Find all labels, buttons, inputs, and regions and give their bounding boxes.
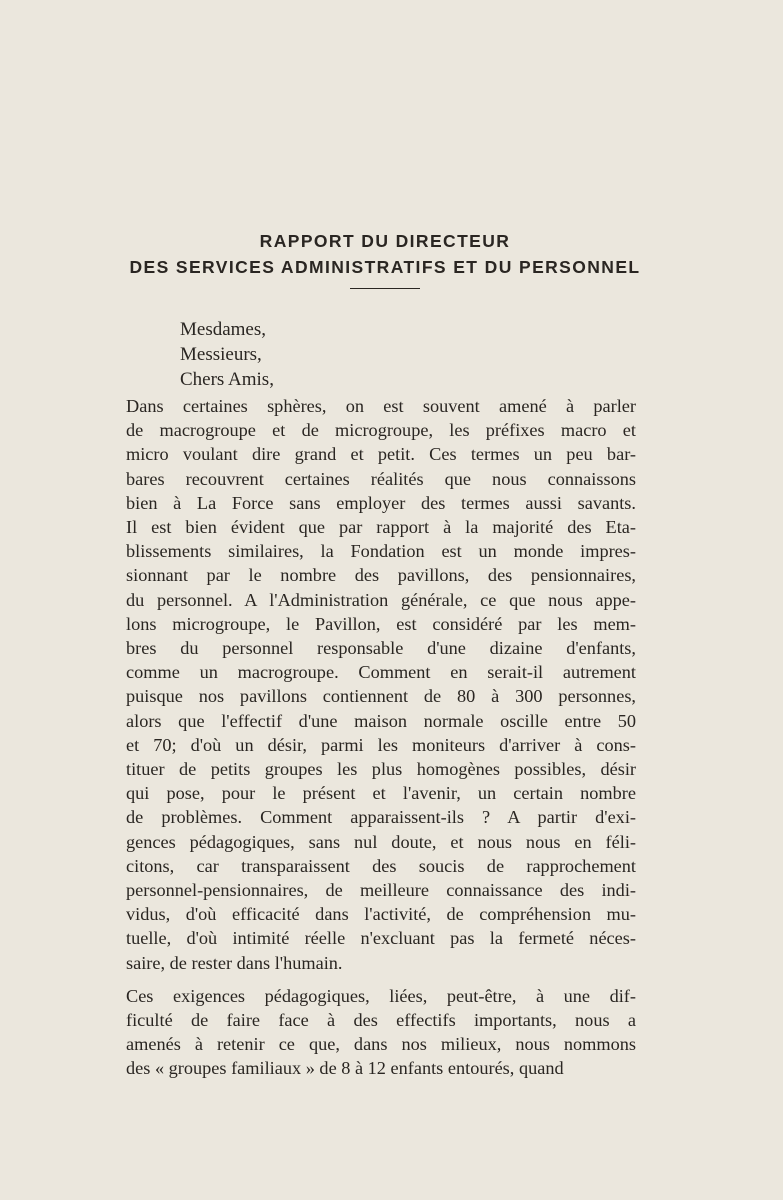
text-line: bien à La Force sans employer des termes aussi savants. bbox=[126, 492, 636, 513]
text-line: tuelle, d'où intimité réelle n'excluant pas la fermeté néces- bbox=[126, 928, 636, 949]
title-line-2: DES SERVICES ADMINISTRATIFS ET DU PERSONNEL bbox=[129, 257, 641, 277]
text-line: amenés à retenir ce que, dans nos milieux, nous nommons bbox=[126, 1034, 636, 1055]
text-line: et 70; d'où un désir, parmi les moniteurs d'arriver à cons- bbox=[126, 734, 636, 755]
salutation-line: Messieurs, bbox=[180, 344, 262, 365]
text-line: sionnant par le nombre des pavillons, des pensionnaires, bbox=[126, 565, 636, 586]
title-divider bbox=[350, 288, 420, 289]
text-line: personnel-pensionnaires, de meilleure connaissance des indi- bbox=[126, 880, 636, 901]
salutation-line: Chers Amis, bbox=[180, 369, 274, 390]
text-line: blissements similaires, la Fondation est un monde impres- bbox=[126, 541, 636, 562]
text-line: citons, car transparaissent des soucis de rapprochement bbox=[126, 855, 636, 876]
text-line: bres du personnel responsable d'une dizaine d'enfants, bbox=[126, 638, 636, 659]
text-line: de problèmes. Comment apparaissent-ils ? A partir d'exi- bbox=[126, 807, 636, 828]
text-line: des « groupes familiaux » de 8 à 12 enfants entourés, quand bbox=[126, 1058, 564, 1079]
text-line: gences pédagogiques, sans nul doute, et nous nous en féli- bbox=[126, 831, 636, 852]
salutation bbox=[180, 317, 274, 392]
text-line: ficulté de faire face à des effectifs importants, nous a bbox=[126, 1010, 636, 1031]
paragraph bbox=[126, 984, 636, 1081]
text-line: micro voulant dire grand et petit. Ces termes un peu bar- bbox=[126, 444, 636, 465]
paragraph bbox=[126, 394, 636, 975]
title-line-1: RAPPORT DU DIRECTEUR bbox=[259, 231, 511, 251]
text-line: tituer de petits groupes les plus homogènes possibles, désir bbox=[126, 759, 636, 780]
text-line: bares recouvrent certaines réalités que nous connaissons bbox=[126, 468, 636, 489]
text-line: saire, de rester dans l'humain. bbox=[126, 952, 343, 973]
body-text bbox=[126, 394, 636, 1081]
text-line: qui pose, pour le présent et l'avenir, un certain nombre bbox=[126, 783, 636, 804]
salutation-line: Mesdames, bbox=[180, 319, 267, 340]
text-line: puisque nos pavillons contiennent de 80 à 300 personnes, bbox=[126, 686, 636, 707]
text-line: lons microgroupe, le Pavillon, est considéré par les mem- bbox=[126, 613, 636, 634]
text-line: vidus, d'où efficacité dans l'activité, de compréhension mu- bbox=[126, 904, 636, 925]
text-line: comme un macrogroupe. Comment en serait-il autrement bbox=[126, 662, 636, 683]
text-line: Dans certaines sphères, on est souvent amené à parler bbox=[126, 396, 636, 416]
report-title bbox=[100, 228, 670, 289]
text-line: de macrogroupe et de microgroupe, les préfixes macro et bbox=[126, 420, 636, 441]
text-line: Ces exigences pédagogiques, liées, peut-être, à une dif- bbox=[126, 985, 636, 1006]
text-line: alors que l'effectif d'une maison normale oscille entre 50 bbox=[126, 710, 636, 731]
text-line: du personnel. A l'Administration générale, ce que nous appe- bbox=[126, 589, 636, 610]
text-line: Il est bien évident que par rapport à la majorité des Eta- bbox=[126, 517, 636, 538]
